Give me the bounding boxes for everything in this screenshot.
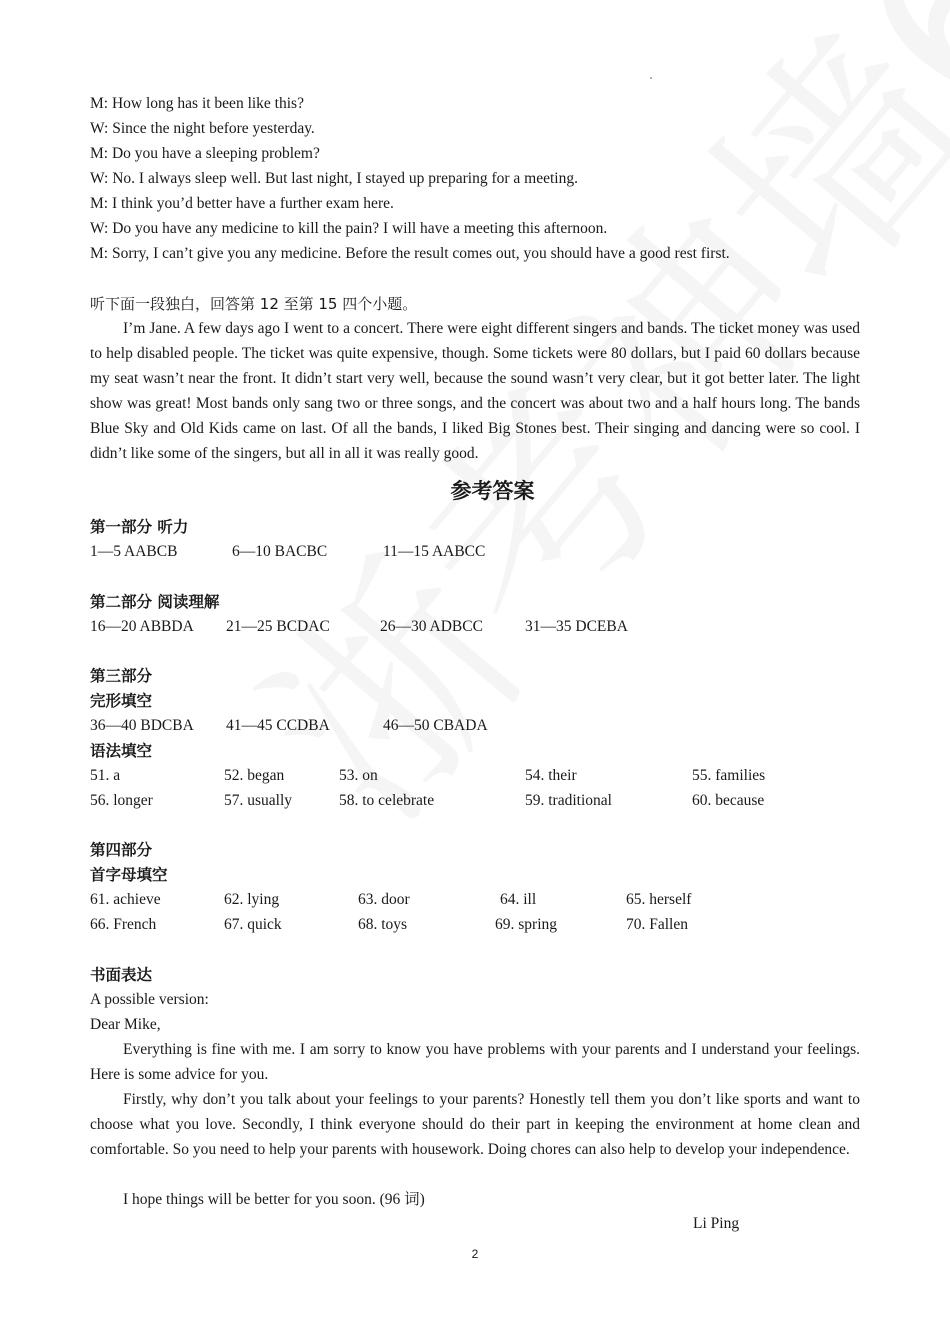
monologue-text: I’m Jane. A few days ago I went to a concert. There were eight different singers and bands. The ticket money was used to help disabled people. The ticket was quite expensive, though. Some tickets were 80 dollars, but I paid 60 dollars because my seat wasn’t near the front. It didn’t start very well, because the sound wasn’t very clear, but it got better later. The light show was great! Most bands only sang two or three songs, and the concert was about two and a half hours long. The bands Blue Sky and Old Kids came on last. Of all the bands, I liked Big Stones best. Their singing and dancing were so cool. I didn’t like some of the singers, but all in all it was really good.: [90, 320, 860, 462]
answer-item: 61. achieve: [90, 891, 161, 908]
dialogue-line: M: Do you have a sleeping problem?: [90, 145, 320, 162]
letter-paragraph: Firstly, why don’t you talk about your feelings to your parents? Honestly tell them you don’t like sports and want to choose what you love. Secondly, I think everyone should do their part in keeping the environment at home clean and comfortable. So you need to help your parents with housework. Doing chores can also help to develop your independence.: [90, 1091, 860, 1158]
answer-range: 21—25 BCDAC: [226, 618, 330, 635]
answer-item: 66. French: [90, 916, 157, 933]
speck: [650, 77, 652, 79]
answer-range: 36—40 BDCBA: [90, 717, 194, 734]
dialogue-line: M: Sorry, I can’t give you any medicine. Before the result comes out, you should have a good rest first.: [90, 245, 730, 262]
answer-item: 64. ill: [500, 891, 537, 908]
answer-item: 58. to celebrate: [339, 792, 435, 809]
answers-title: 参考答案: [450, 479, 535, 503]
answer-item: 62. lying: [224, 891, 280, 908]
answer-item: 65. herself: [626, 891, 692, 908]
answer-range: 16—20 ABBDA: [90, 618, 194, 635]
part3-heading: 第三部分: [90, 667, 153, 685]
dialogue-line: W: No. I always sleep well. But last night, I stayed up preparing for a meeting.: [90, 170, 578, 187]
letter-greeting: Dear Mike,: [90, 1016, 161, 1033]
cloze-heading: 完形填空: [90, 692, 153, 710]
dialogue-line: W: Since the night before yesterday.: [90, 120, 315, 137]
dialogue-line: W: Do you have any medicine to kill the pain? I will have a meeting this afternoon.: [90, 220, 608, 237]
letter-signature: Li Ping: [693, 1215, 740, 1232]
part1-heading: 第一部分 听力: [90, 518, 189, 536]
initial-letter-heading: 首字母填空: [90, 866, 168, 884]
dialogue-line: M: How long has it been like this?: [90, 95, 304, 112]
answer-item: 57. usually: [224, 792, 293, 809]
answer-item: 54. their: [525, 767, 577, 784]
monologue-intro: 听下面一段独白，回答第 12 至第 15 四个小题。: [90, 295, 418, 313]
writing-heading: 书面表达: [90, 966, 153, 984]
answer-range: 26—30 ADBCC: [380, 618, 483, 635]
part2-heading: 第二部分 阅读理解: [90, 593, 220, 611]
answer-range: 31—35 DCEBA: [525, 618, 628, 635]
part4-heading: 第四部分: [90, 841, 153, 859]
answer-item: 51. a: [90, 767, 121, 784]
answer-item: 67. quick: [224, 916, 282, 933]
answer-range: 46—50 CBADA: [383, 717, 488, 734]
answer-item: 53. on: [339, 767, 378, 784]
answer-item: 68. toys: [358, 916, 408, 933]
letter-paragraph: I hope things will be better for you soon. (96 词): [123, 1191, 425, 1208]
letter-paragraph: Everything is fine with me. I am sorry to know you have problems with your parents and I understand your feelings. Here is some advice for you.: [90, 1041, 860, 1083]
answer-range: 1—5 AABCB: [90, 543, 178, 560]
writing-version-label: A possible version:: [90, 991, 209, 1008]
answer-item: 70. Fallen: [626, 916, 688, 933]
answer-item: 59. traditional: [525, 792, 612, 809]
answer-item: 55. families: [692, 767, 766, 784]
answer-range: 11—15 AABCC: [383, 543, 486, 560]
answer-range: 41—45 CCDBA: [226, 717, 330, 734]
grammar-heading: 语法填空: [90, 742, 153, 760]
answer-item: 69. spring: [495, 916, 557, 933]
answer-item: 52. began: [224, 767, 285, 784]
answer-range: 6—10 BACBC: [232, 543, 328, 560]
answer-item: 60. because: [692, 792, 765, 809]
answer-item: 63. door: [358, 891, 410, 908]
answer-item: 56. longer: [90, 792, 153, 809]
page-number: 2: [471, 1247, 479, 1261]
dialogue-line: M: I think you’d better have a further exam here.: [90, 195, 394, 212]
